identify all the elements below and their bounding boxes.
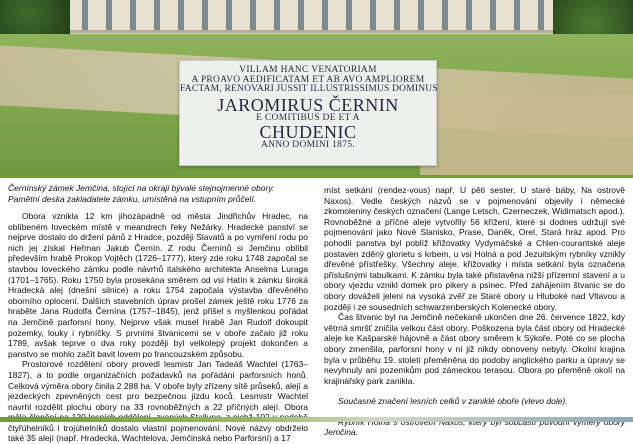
paragraph: Obora vznikla 12 km jihozápadně od města Jindřichův Hradec, na oblíbeném loveckém místě v meandrech řeky Nežárky. Hradecké panství se nejprve dostalo do držení pánů z Hradce, později Slavatů a po vymření rodu po nich jej získal Heřman Jakub Černín. Z rodu Černínů si Jemčinu oblíbil především hrabě Prokop Vojtěch (1726–1777), který zde roku 1748 započal se stavbou loveckého zámku podle návrhů italského architekta Anselma Luraga (1701–1765). Roku 1750 byla prosekána směrem od vsi Hatín k zámku široká Hradecká alej (dnešní silnice) a roku 1754 započala výstavba dřevěného oborního oplocení. Dalších stavebních úprav prošel zámek ještě roku 1776 za hraběte Jana Rudolfa Černína (1757–1845), jenž přišel s myšlenkou pořádat na Jemčině parforsní hony. Nejprve však musel hrabě Jan Rudolf dokoupit pozemky, louky i rybníčky. S prvními štvanicemi se v oboře začalo již roku 1789, avšak teprve o dva roky později byl velkolepý projekt dokončen a panstvo se mohlo začít bavit lovem po francouzském způsobu. — [8, 211, 308, 359]
plaque-line: A PROAVO AEDIFICATAM ET AB AVO AMPLIOREM — [191, 74, 425, 85]
paragraph: míst setkání (rendez-vous) např. U pěti sester, U staré báby, Na ostrově Naxos). Vedle českých názvů se v pojmenování objevily i německé zkomoleniny českých označení (Lange Letsch, Czerneczek, Widimatsch apod.). Rovnoběžné a příčné aleje vytvořily 56 křížení, které si dodnes udržují své pojmenování jako Nové Slanisko, Prase, Daněk, Orel, Stará hráz apod. Pro pohodlí panstva byl poblíž křižovatky Vydymáčské a Chlen-courantské aleje postaven zděný glorietu s krbem, u vsi Holná a pod Jezuitským rybníky vznikly dřevěné přístřešky. Všechny aleje, křižovatky i místa setkání byla označena příslušnými tabulkami. K zámku byla také přistavěna nižší přízemní stavení a u obory vjezdu vznikl domek pro pikery a psinec. Před zahájením štvanic se do obory dováželi jeleni na vysoká zvěř ze Staré obory u Hluboké nad Vltavou a později i ze sousedních schwarzenberských Kolenecké obory. — [324, 185, 625, 312]
paragraph: Čas štvanic byl na Jemčině nečekaně ukončen dne 26. července 1822, kdy větrná smršť zničila velkou část obory. Poškozena byla část obory od Hradecké aleje ke Kašparské hájovně a část obory směrem k Sýkoře. Poté co se plocha obory zmenšila, parforsní hony v ní již nikdy obnoveny nebyly. Okolní krajina byla v průběhu 19. století přeměněna do podoby anglického parku a úpravy se nevyhnuly ani pozemkům pod zámeckou terasou. Obora po přeměně okolí na krajinářský park zanikla. — [324, 312, 625, 386]
chateau-photo — [0, 0, 633, 178]
chateau-building — [40, 0, 560, 33]
image-note: Jemčina. — [324, 427, 359, 438]
bottom-photo-strip — [0, 417, 633, 422]
plaque-name: JAROMIRUS ČERNIN — [217, 94, 399, 115]
plaque-line: E COMITIBUS DE ET A — [256, 112, 360, 123]
text-column-left — [8, 211, 308, 444]
tree-left — [0, 0, 70, 34]
gravel-path-right — [420, 95, 633, 175]
paragraph: Prostorové rozdělení obory provedl lesmistr Jan Tadeáš Wachtel (1763–1827), a to podle organizačních požadavků na pořádání parforsních honů. Celková výměra obory činila 2 288 ha. V oboře byly zřízeny sítě průseků, alejí a jezdeckých zpevněných cest pro bezpečnou jízdu koců. Lesmistr Wachtel navrhl rozdělit plochu obory na 33 rovnoběžných a 22 příčných alejí. Obora čtyřúhelníků i trojúhelníků dostalo vlastní pojmenování. Nové názvy obdrželo také 35 alejí (např. Hradecká, Wachtelova, Jemčinská nebo Parforsní) a 17 — [8, 359, 308, 444]
plaque-line: VILLAM HANC VENATORIAM — [239, 65, 377, 75]
plaque-line: FACTAM, RENOVARI JUSSIT ILLUSTRISSIMUS DOMINUS — [180, 84, 438, 94]
plaque-family: CHUDENIC — [259, 122, 357, 142]
plaque-year: ANNO DOMINI 1875. — [260, 140, 356, 150]
text-column-right — [324, 185, 625, 438]
image-note: Současné značení lesních celků v zaniklé oboře (vlevo dole). — [338, 396, 568, 407]
photo-caption: Černínský zámek Jemčina, stojící na okraji bývalé stejnojmenné obory. Pamětní deska zakladatele zámku, umístěná na vstupním průčelí. — [8, 183, 275, 204]
memorial-plaque — [179, 60, 437, 166]
